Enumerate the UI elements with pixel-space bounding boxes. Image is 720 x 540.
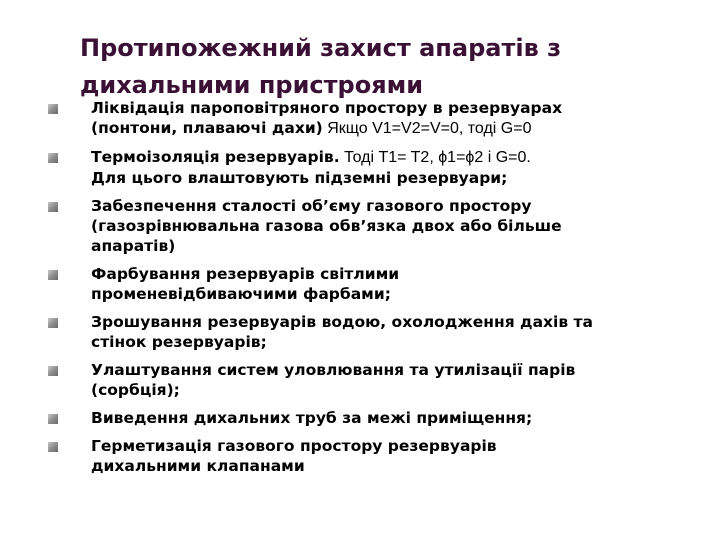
bullet-item-vent-pipes bbox=[48, 408, 673, 428]
bullet-text-plain: Якщо V1=V2=V=0, тоді G=0 bbox=[322, 120, 532, 137]
square-bullet-icon bbox=[48, 414, 58, 424]
bullet-item-vapor-recovery bbox=[48, 360, 673, 400]
square-bullet-icon bbox=[48, 104, 58, 114]
bullet-line: Зрошування резервуарів водою, охолодження дахів та bbox=[91, 313, 593, 331]
square-bullet-icon bbox=[48, 270, 58, 280]
bullet-line bbox=[91, 118, 673, 139]
bullet-text-bold: (понтони, плаваючі дахи) bbox=[91, 119, 323, 137]
bullet-line: апаратів) bbox=[91, 237, 176, 255]
bullet-line: стінок резервуарів; bbox=[91, 333, 267, 351]
square-bullet-icon bbox=[48, 202, 58, 212]
bullet-line: Виведення дихальних труб за межі приміщення; bbox=[91, 409, 533, 427]
bullet-line bbox=[91, 168, 673, 188]
bullet-list bbox=[48, 98, 673, 484]
square-bullet-icon bbox=[48, 153, 58, 163]
bullet-item-sealing bbox=[48, 436, 673, 476]
bullet-line: Забезпечення сталості об’єму газового простору bbox=[91, 197, 532, 215]
bullet-line bbox=[91, 98, 673, 118]
slide-title-line-2: дихальними пристроями bbox=[80, 71, 424, 99]
bullet-item-constant-volume bbox=[48, 196, 673, 256]
bullet-text-bold: Термоізоляція резервуарів. bbox=[91, 148, 340, 166]
slide-title-line-1: Протипожежний захист апаратів з bbox=[80, 34, 562, 62]
bullet-line: променевідбиваючими фарбами; bbox=[91, 285, 391, 303]
bullet-item-painting bbox=[48, 264, 673, 304]
bullet-line bbox=[91, 147, 673, 168]
bullet-line: Улаштування систем уловлювання та утилізації парів bbox=[91, 361, 576, 379]
bullet-text-bold: Ліквідація пароповітряного простору в резервуарах bbox=[91, 99, 563, 117]
square-bullet-icon bbox=[48, 366, 58, 376]
bullet-item-liquidation bbox=[48, 98, 673, 139]
bullet-line: дихальними клапанами bbox=[91, 457, 305, 475]
bullet-line: (сорбція); bbox=[91, 381, 180, 399]
bullet-line: Фарбування резервуарів світлими bbox=[91, 265, 400, 283]
bullet-line: (газозрівнювальна газова обв’язка двох або більше bbox=[91, 217, 562, 235]
bullet-text-bold: Для цього влаштовують підземні резервуари; bbox=[91, 169, 508, 187]
square-bullet-icon bbox=[48, 442, 58, 452]
square-bullet-icon bbox=[48, 318, 58, 328]
bullet-text-plain: Тоді T1= T2, ϕ1=ϕ2 і G=0. bbox=[339, 149, 531, 166]
slide-title bbox=[80, 30, 680, 104]
bullet-item-thermal-insulation bbox=[48, 147, 673, 188]
bullet-item-water-spraying bbox=[48, 312, 673, 352]
bullet-line: Герметизація газового простору резервуарів bbox=[91, 437, 497, 455]
